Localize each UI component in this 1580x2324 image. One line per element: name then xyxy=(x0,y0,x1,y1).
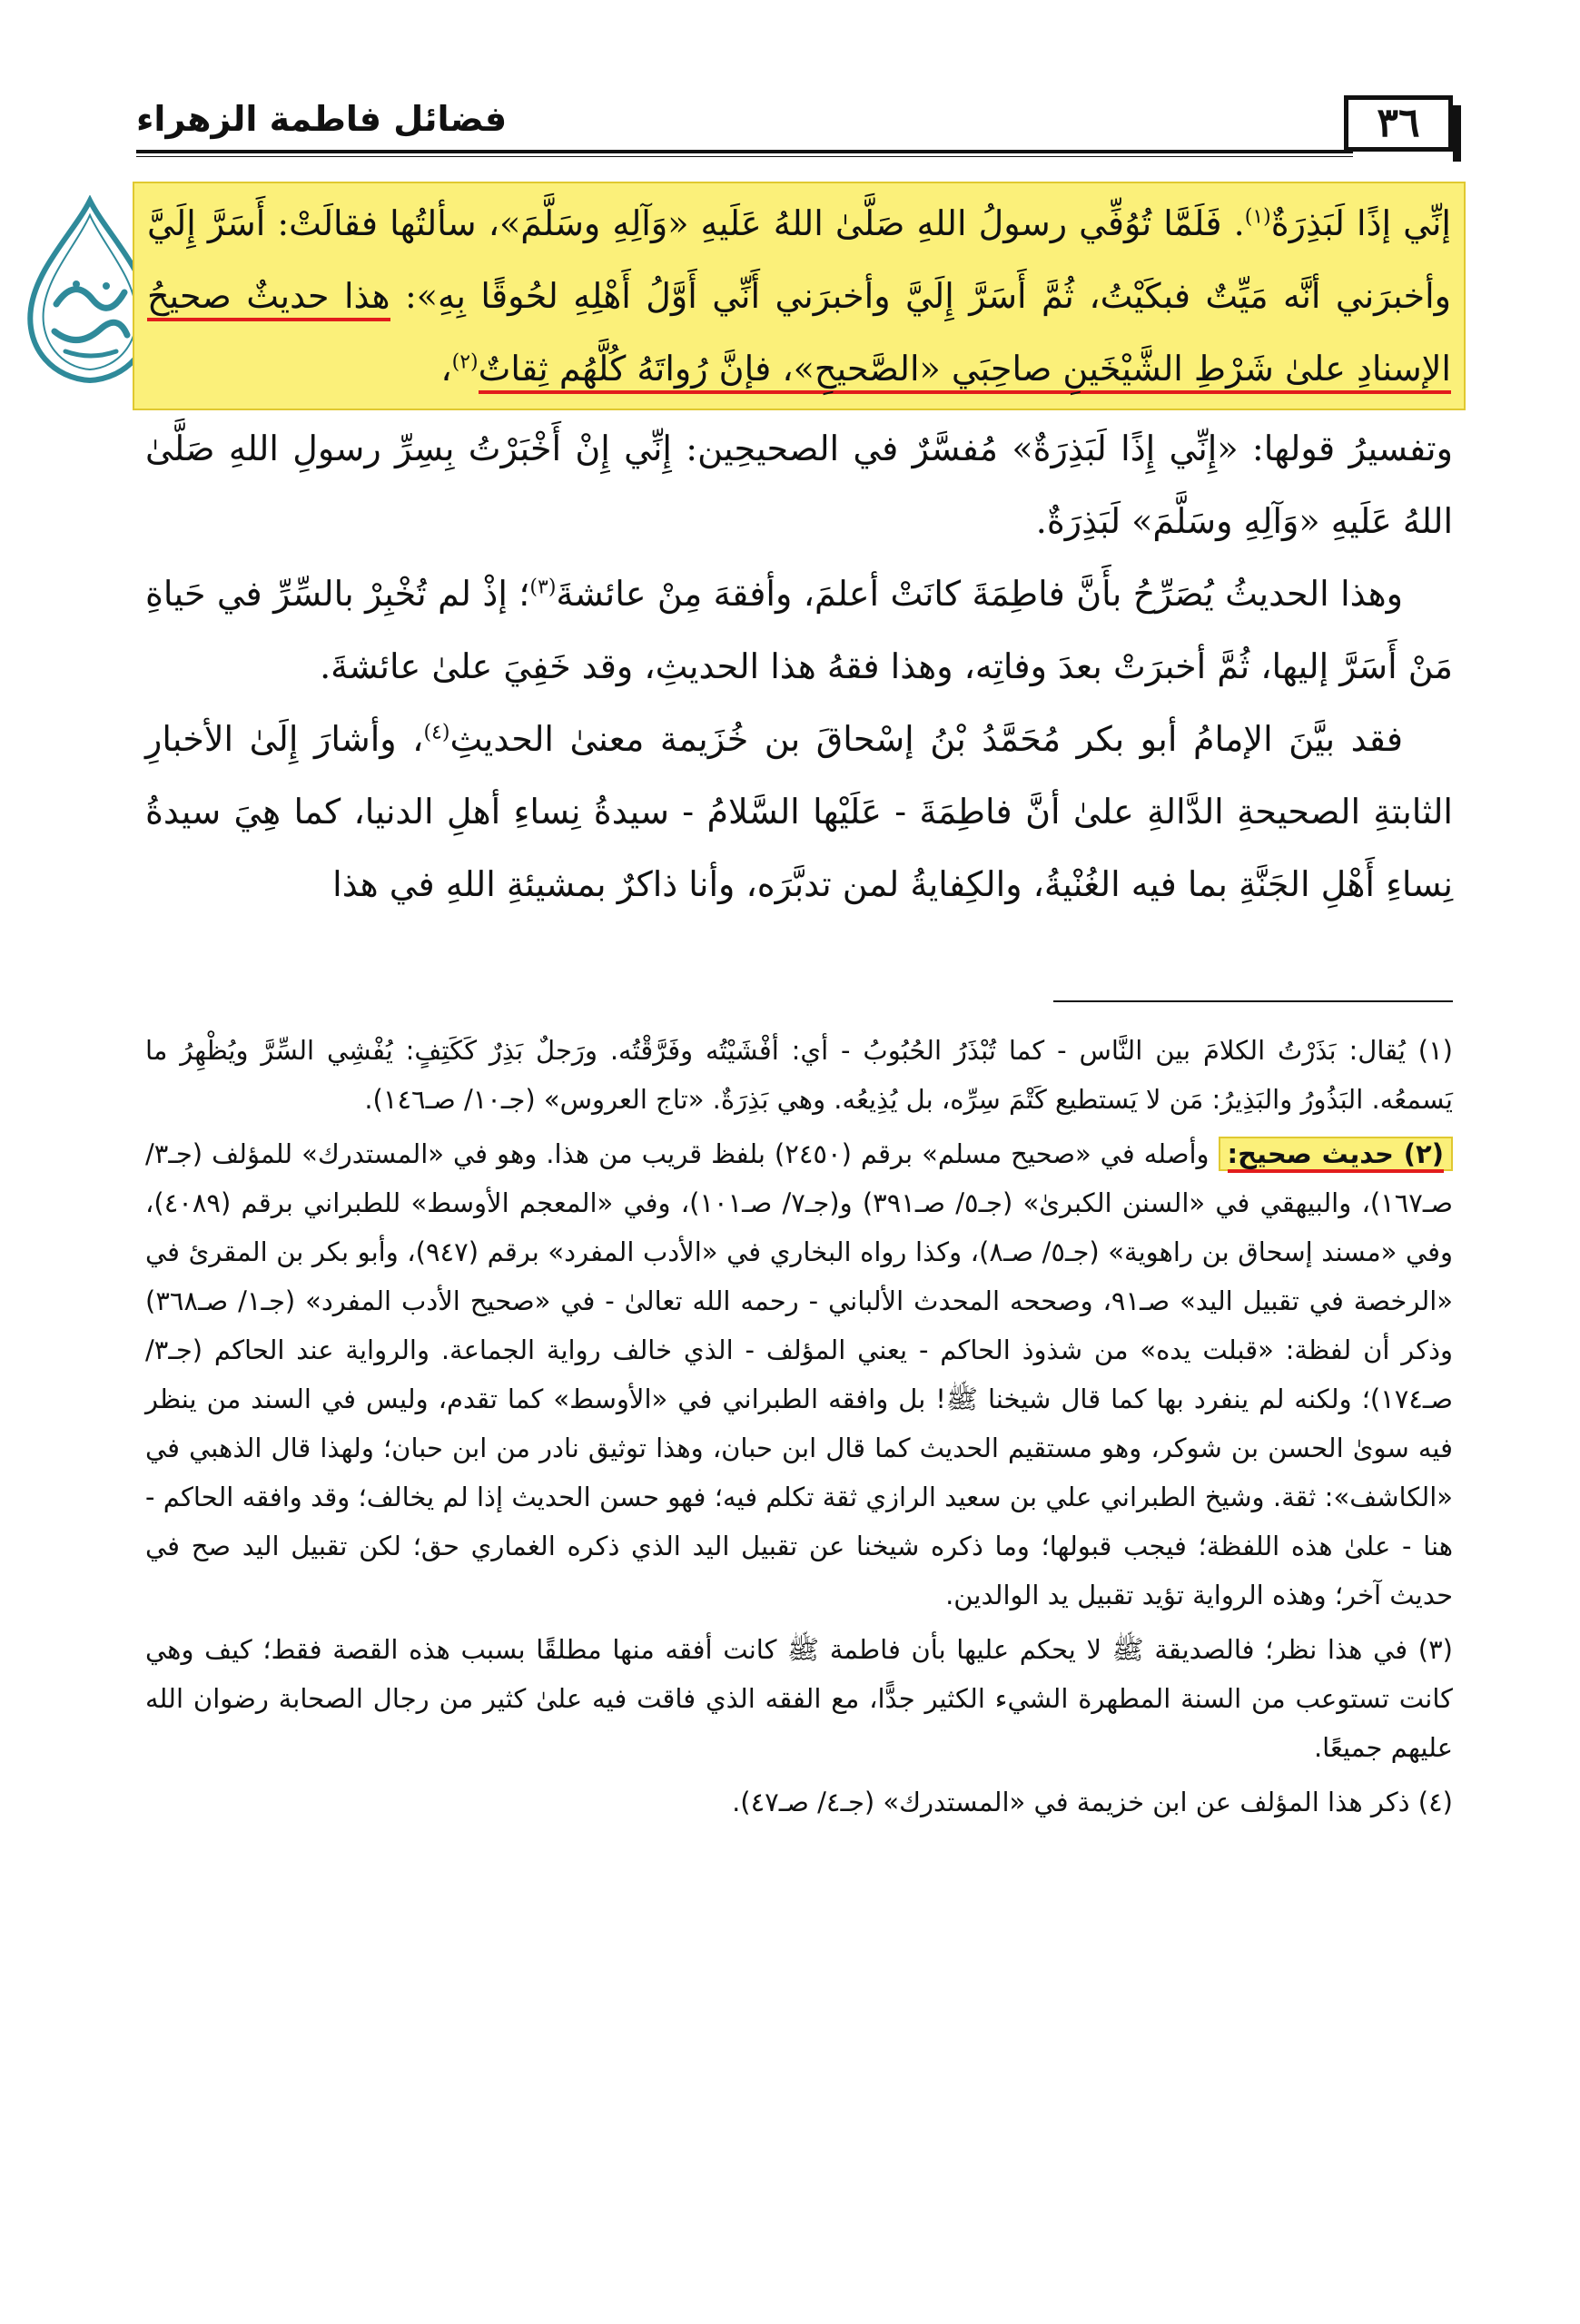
main-text xyxy=(145,182,1453,921)
page-header xyxy=(136,95,1453,152)
footnote-4: (٤) ذكر هذا المؤلف عن ابن خزيمة في «المستدرك» (جـ٤/ صـ٤٧). xyxy=(732,1787,1453,1817)
footnote-2-body: وأصله في «صحيح مسلم» برقم (٢٤٥٠) بلفظ قريب من هذا. وهو في «المستدرك» للمؤلف (جـ٣/ صـ١٦٧)، والبيهقي في «السنن الكبرىٰ» (جـ٥/ صـ٣٩١) و(جـ٧/ صـ١٠١)، وفي «المعجم الأوسط» للطبراني برقم (٤٠٨٩)، وفي «مسند إسحاق بن راهوية» (جـ٥/ صـ٨)، وكذا رواه البخاري في «الأدب المفرد» برقم (٩٤٧)، وأبو بكر بن المقرئ في «الرخصة في تقبيل اليد» صـ٩١، وصححه المحدث الألباني - رحمه الله تعالىٰ - في «صحيح الأدب المفرد» (جـ١/ صـ٣٦٨) وذكر أن لفظة: «قبلت يده» من شذوذ الحاكم - يعني المؤلف - الذي خالف رواية الجماعة. والرواية عند الحاكم (جـ٣/ صـ١٧٤)؛ ولكنه لم ينفرد بها كما قال شيخنا ﷺ! بل وافقه الطبراني في «الأوسط» كما تقدم، وليس في السند من ينظر فيه سوىٰ الحسن بن شوكر، وهو مستقيم الحديث كما قال ابن حبان، وهذا توثيق نادر من ابن حبان؛ ولهذا قال الذهبي في «الكاشف»: ثقة. وشيخ الطبراني علي بن سعيد الرازي ثقة تكلم فيه؛ فهو حسن الحديث إذا لم يخالف؛ وقد وافقه الحاكم - هنا - علىٰ هذه اللفظة؛ فيجب قبولها؛ وما ذكره شيخنا عن تقبيل اليد الذي ذكره الغماري حق؛ لكن تقبيل اليد صح في حديث آخر؛ وهذه الرواية تؤيد تقبيل يد الوالدين. xyxy=(145,1138,1454,1610)
quote-body: . فَلَمَّا تُوُفِّي رسولُ اللهِ صَلَّىٰ اللهُ عَلَيهِ «وَآلِهِ وسَلَّمَ»، سألتُها فقالَتْ: أَسَرَّ إِلَيَّ وأخبرَني أنَّه مَيِّتٌ فبكَيْتُ، ثُمَّ أَسَرَّ إِلَيَّ وأخبرَني أَنِّي أَوَّلُ أَهْلِهِ لحُوقًا بِهِ»: xyxy=(147,203,1451,316)
quote-tail: ، xyxy=(440,349,452,389)
footnote-2-label-text: (٢) حديث صحيح: xyxy=(1228,1138,1444,1173)
footnote-ref-4[interactable]: (٤) xyxy=(423,721,450,744)
paragraph-fatima-knowledge xyxy=(145,557,1453,703)
book-title: فضائل فاطمة الزهراء xyxy=(136,99,508,139)
highlighted-paragraph xyxy=(147,187,1451,405)
footnotes xyxy=(145,1026,1453,1832)
footnote-ref-2[interactable]: (٢) xyxy=(451,350,479,374)
footnote-3: (٣) في هذا نظر؛ فالصديقة ﷺ لا يحكم عليها بأن فاطمة ﷺ كانت أفقه منها مطلقًا بسبب هذه القصة فقط؛ كيف وهي كانت تستوعب من السنة المطهرة الشيء الكثير جدًّا، مع الفقه الذي فاقت فيه علىٰ كثير من رجال الصحابة رضوان الله عليهم جميعًا. xyxy=(145,1634,1453,1763)
paragraph-explanation: وتفسيرُ قولها: «إِنِّي إِذًا لَبَذِرَةٌ» مُفسَّرٌ في الصحيحِين: إِنِّي إِنْ أَخْبَرْتُ بِسِرِّ رسولِ اللهِ صَلَّىٰ اللهُ عَلَيهِ «وَآلِهِ وسَلَّمَ» لَبَذِرَةٌ. xyxy=(145,428,1453,541)
p4-part-a: فقد بيَّنَ الإمامُ أبو بكر مُحَمَّدُ بْنُ إسْحاقَ بن خُزَيمة معنىٰ الحديثِ xyxy=(449,719,1403,759)
paragraph-ibn-khuzaymah xyxy=(145,703,1453,921)
footnote-2 xyxy=(145,1129,1453,1620)
underlined-grading: هذا حديثٌ صحيحُ الإسنادِ علىٰ شَرْطِ الشَّيْخَينِ صاحِبَي «الصَّحيحِ»، فإنَّ رُواتَهُ كُلَّهُم ثِقاتٌ xyxy=(147,276,1451,394)
highlighted-passage xyxy=(133,182,1466,410)
footnote-ref-1[interactable]: (١) xyxy=(1244,205,1271,229)
footnote-divider xyxy=(1053,1000,1453,1002)
p3-part-a: وهذا الحديثُ يُصَرِّحُ بأَنَّ فاطِمَةَ كانَتْ أعلمَ، وأفقهَ مِنْ عائشةَ xyxy=(556,574,1403,614)
p3-part-b: ؛ إذْ لم تُخْبِرْ بالسِّرِّ في حَياةِ مَنْ أَسَرَّ إليها، ثُمَّ أخبرَتْ بعدَ وفاتِه، وهذا فقهُ هذا الحديثِ، وقد خَفِيَ علىٰ عائشةَ. xyxy=(145,574,1453,686)
header-rule xyxy=(136,150,1353,153)
page-number: ٣٦ xyxy=(1344,95,1453,152)
p4-part-b: ، وأشارَ إِلَىٰ الأخبارِ الثابتةِ الصحيحةِ الدَّالةِ علىٰ أنَّ فاطِمَةَ - عَلَيْها السَّلامُ - سيدةُ نِساءِ أهلِ الدنيا، كما هِيَ سيدةُ نِساءِ أَهْلِ الجَنَّةِ بما فيه الغُنْيةُ، والكِفايةُ لمن تدبَّرَه، وأنا ذاكرٌ بمشيئةِ اللهِ في هذا xyxy=(145,719,1453,904)
quote-lead: إنِّي إذًا لَبَذِرَةٌ xyxy=(1270,203,1451,243)
footnote-2-label xyxy=(1219,1137,1453,1171)
footnote-1: (١) يُقال: بَذَرْتُ الكلامَ بين النَّاس - كما تُبْذَرُ الحُبُوبُ - أي: أفْشَيْتُه وفَرَّقْتُه. ورَجلٌ بَذِرٌ كَكَتِفٍ: يُفْشِي السِّرَّ ويُظْهِرُ ما يَسمعُه. البَذُورُ والبَذِيرُ: مَن لا يَستطيع كَتْمَ سِرِّه، بل يُذِيعُه. وهي بَذِرَةٌ. «تاج العروس» (جـ١٠/ صـ١٤٦). xyxy=(145,1035,1453,1115)
footnote-ref-3[interactable]: (٣) xyxy=(529,576,557,599)
header-rule-thin xyxy=(136,156,1353,157)
